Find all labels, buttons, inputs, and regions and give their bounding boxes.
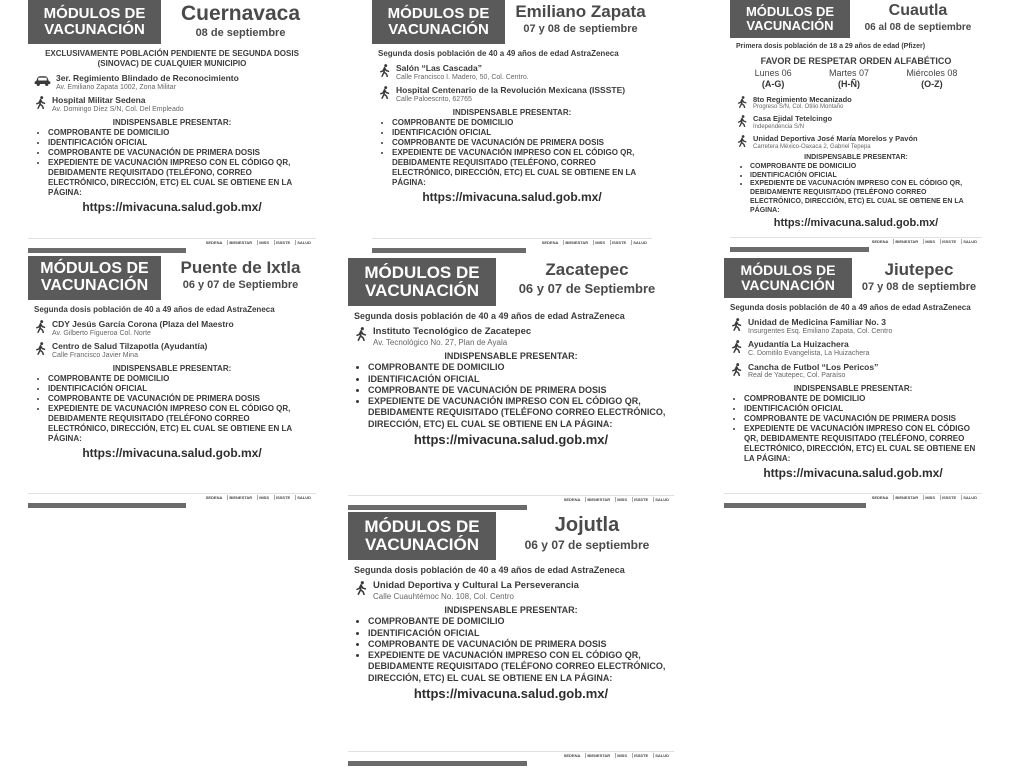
site-name: Hospital Militar Sedena bbox=[52, 95, 146, 106]
site-address: Progreso S/N, Col. Otilio Montaño bbox=[753, 103, 844, 110]
target-population: Segunda dosis población de 40 a 49 años de edad AstraZeneca bbox=[354, 311, 625, 321]
institution-logo: BIENESTAR bbox=[895, 495, 919, 500]
schedule-letter-range: (H-Ñ) bbox=[838, 79, 860, 90]
institution-logo: IMSS bbox=[259, 495, 269, 500]
vaccination-dates: 06 y 07 de Septiembre bbox=[518, 281, 656, 296]
institution-logo: SEDENA bbox=[871, 495, 889, 500]
target-population: Segunda dosis población de 40 a 49 años de edad AstraZeneca bbox=[34, 305, 275, 314]
requirement-item: • COMPROBANTE DE VACUNACIÓN DE PRIMERA DOSIS bbox=[368, 639, 668, 650]
requirements-title: INDISPENSABLE PRESENTAR: bbox=[112, 363, 232, 373]
badge-line-2: VACUNACIÓN bbox=[44, 21, 145, 38]
institution-logo: IMSS bbox=[595, 240, 605, 245]
schedule-day-label: Lunes 06 bbox=[754, 68, 792, 78]
site-details bbox=[748, 317, 976, 336]
site-details bbox=[52, 95, 310, 114]
requirement-item: • IDENTIFICACIÓN OFICIAL bbox=[392, 128, 646, 138]
institution-logo: SEDENA bbox=[205, 495, 223, 500]
requirement-item: • EXPEDIENTE DE VACUNACIÓN IMPRESO CON EL CÓDIGO QR, DEBIDAMENTE REQUISITADO (TELÉFONO CORREO ELECTRÓNICO, DIRECCIÓN, ETC) EL CUAL SE OBTIENE EN LA PÁGINA: bbox=[368, 650, 668, 684]
vaccination-modules-badge bbox=[28, 256, 161, 300]
municipality-name: Emiliano Zapata bbox=[515, 2, 646, 21]
badge-line-2: VACUNACIÓN bbox=[365, 535, 479, 554]
institution-logo: ISSSTE bbox=[611, 240, 627, 245]
requirements-title: INDISPENSABLE PRESENTAR: bbox=[804, 154, 908, 162]
walking-person-icon bbox=[730, 363, 743, 376]
institution-logo: SEDENA bbox=[563, 497, 581, 502]
site-details bbox=[753, 134, 976, 151]
card-header bbox=[28, 256, 316, 304]
card-zacatepec bbox=[348, 258, 674, 510]
institution-logo: SEDENA bbox=[871, 239, 889, 244]
vaccination-dates: 06 al 08 de septiembre bbox=[864, 22, 972, 33]
vaccination-modules-badge bbox=[372, 0, 505, 44]
site-details bbox=[52, 319, 310, 338]
institution-logo: SALUD bbox=[963, 239, 977, 244]
institution-logo: IMSS bbox=[617, 753, 627, 758]
site-name: Unidad Deportiva José María Morelos y Pavón bbox=[753, 134, 918, 144]
requirements-list bbox=[34, 128, 310, 198]
site-address: Calle Paloescrito, 62765 bbox=[396, 96, 472, 103]
logos-strip bbox=[871, 495, 978, 500]
card-jojutla bbox=[348, 512, 674, 766]
site-details bbox=[748, 362, 976, 381]
site-name: Salón “Las Cascada” bbox=[396, 63, 482, 73]
vaccination-dates: 08 de septiembre bbox=[195, 27, 286, 39]
site-address: Calle Cuauhtémoc No. 108, Col. Centro bbox=[373, 592, 514, 602]
walking-person-icon bbox=[730, 318, 743, 331]
vaccination-site bbox=[34, 73, 310, 92]
requirement-item: • COMPROBANTE DE DOMICILIO bbox=[368, 362, 668, 373]
requirements-list bbox=[34, 374, 310, 444]
card-emiliano-zapata bbox=[372, 0, 652, 253]
footer-bar bbox=[348, 761, 527, 766]
registration-url[interactable]: https://mivacuna.salud.gob.mx/ bbox=[773, 217, 939, 230]
vaccination-dates: 06 y 07 de Septiembre bbox=[182, 279, 299, 291]
requirements-title: INDISPENSABLE PRESENTAR: bbox=[444, 605, 578, 616]
vaccination-site bbox=[34, 95, 310, 114]
site-details bbox=[753, 95, 976, 112]
institution-logo: IMSS bbox=[925, 495, 935, 500]
institution-logo: BIENESTAR bbox=[229, 240, 253, 245]
site-address: Calle Francisco I. Madero, 50, Col. Centro. bbox=[396, 73, 529, 81]
requirement-item: • COMPROBANTE DE DOMICILIO bbox=[744, 394, 976, 404]
logos-strip bbox=[205, 240, 312, 245]
alphabetical-order-notice: FAVOR DE RESPETAR ORDEN ALFABÉTICO bbox=[760, 55, 952, 66]
institution-logo: IMSS bbox=[617, 497, 627, 502]
institution-logo: ISSSTE bbox=[275, 240, 291, 245]
logos-strip bbox=[541, 240, 648, 245]
institution-logos-footer bbox=[724, 493, 982, 508]
site-address: Carretera México-Oaxaca 2, Gabriel Tepepa bbox=[753, 143, 871, 150]
municipality-name: Puente de Ixtla bbox=[180, 258, 301, 277]
card-header bbox=[730, 0, 982, 42]
requirement-item: • EXPEDIENTE DE VACUNACIÓN IMPRESO CON EL CÓDIGO QR, DEBIDAMENTE REQUISITADO (TELÉFONO, CORREO ELECTRÓNICO, DIRECCIÓN, ETC) EL CUAL SE OBTIENE EN LA PÁGINA: bbox=[392, 148, 646, 188]
schedule-letter-range: (O-Z) bbox=[921, 79, 943, 90]
site-name: CDY Jesús García Corona (Plaza del Maestro bbox=[52, 319, 234, 329]
site-address: Av. Domingo Díez S/N, Col. Del Empleado bbox=[52, 106, 184, 113]
requirement-item: • COMPROBANTE DE DOMICILIO bbox=[368, 616, 668, 627]
registration-url[interactable]: https://mivacuna.salud.gob.mx/ bbox=[422, 189, 602, 204]
site-name: Unidad Deportiva y Cultural La Perseverancia bbox=[373, 580, 579, 592]
badge-line-2: VACUNACIÓN bbox=[388, 21, 489, 38]
walking-person-icon bbox=[736, 115, 748, 127]
vaccination-site bbox=[354, 580, 668, 602]
footer-bar bbox=[730, 247, 869, 252]
registration-url[interactable]: https://mivacuna.salud.gob.mx/ bbox=[413, 431, 609, 447]
target-population: EXCLUSIVAMENTE POBLACIÓN PENDIENTE DE SEGUNDA DOSIS (SINOVAC) DE CUALQUIER MUNICIPIO bbox=[45, 49, 299, 68]
site-details bbox=[373, 580, 668, 602]
municipality-name: Cuautla bbox=[888, 2, 948, 19]
requirement-item: • COMPROBANTE DE VACUNACIÓN DE PRIMERA DOSIS bbox=[392, 138, 646, 148]
institution-logos-footer bbox=[372, 238, 652, 253]
institution-logo: SEDENA bbox=[541, 240, 559, 245]
vaccination-site bbox=[354, 326, 668, 348]
vaccination-modules-badge bbox=[724, 258, 852, 298]
vaccination-modules-badge bbox=[28, 0, 161, 44]
requirement-item: • IDENTIFICACIÓN OFICIAL bbox=[750, 172, 976, 181]
institution-logo: BIENESTAR bbox=[229, 495, 253, 500]
site-address: Independencia S/N bbox=[753, 123, 805, 130]
card-cuautla bbox=[730, 0, 982, 252]
institution-logos-footer bbox=[730, 237, 982, 252]
badge-line-2: VACUNACIÓN bbox=[746, 18, 834, 33]
vaccination-site bbox=[736, 134, 976, 151]
schedule bbox=[736, 68, 976, 91]
schedule-day bbox=[906, 68, 957, 91]
requirements-title: INDISPENSABLE PRESENTAR: bbox=[444, 351, 578, 362]
institution-logo: BIENESTAR bbox=[587, 497, 611, 502]
requirement-item: • EXPEDIENTE DE VACUNACIÓN IMPRESO CON EL CÓDIGO QR, DEBIDAMENTE REQUISITADO (TELÉFONO, CORREO ELECTRÓNICO, DIRECCIÓN, ETC) EL CUAL SE OBTIENE EN LA PÁGINA: bbox=[48, 158, 310, 198]
institution-logo: ISSSTE bbox=[275, 495, 291, 500]
footer-bar bbox=[724, 503, 866, 508]
walking-person-icon bbox=[34, 96, 47, 109]
badge-line-2: VACUNACIÓN bbox=[40, 277, 149, 294]
badge-line-1: MÓDULOS DE bbox=[740, 262, 836, 279]
institution-logo: SALUD bbox=[297, 240, 311, 245]
requirement-item: • IDENTIFICACIÓN OFICIAL bbox=[368, 374, 668, 385]
municipality-name: Zacatepec bbox=[545, 260, 629, 279]
requirement-item: • IDENTIFICACIÓN OFICIAL bbox=[744, 404, 976, 414]
logos-strip bbox=[563, 497, 670, 502]
footer-bar bbox=[28, 248, 186, 253]
badge-line-1: MÓDULOS DE bbox=[745, 4, 835, 20]
walking-person-icon bbox=[354, 327, 368, 341]
walking-person-icon bbox=[736, 96, 748, 108]
vaccination-site bbox=[730, 362, 976, 381]
requirement-item: • EXPEDIENTE DE VACUNACIÓN IMPRESO CON EL CÓDIGO QR, DEBIDAMENTE REQUISITADO (TELÉFONO CORREO ELECTRÓNICO, DIRECCIÓN, ETC) EL CUAL SE OBTIENE EN LA PÁGINA: bbox=[750, 180, 976, 215]
badge-line-2: VACUNACIÓN bbox=[741, 277, 835, 293]
badge-line-1: MÓDULOS DE bbox=[364, 517, 480, 537]
card-body bbox=[372, 49, 652, 205]
site-name: Hospital Centenario de la Revolución Mexicana (ISSSTE) bbox=[396, 85, 626, 96]
registration-url[interactable]: https://mivacuna.salud.gob.mx/ bbox=[82, 199, 262, 214]
site-name: Centro de Salud Tilzapotla (Ayudantía) bbox=[52, 341, 208, 352]
card-cuernavaca bbox=[28, 0, 316, 253]
walking-person-icon bbox=[354, 581, 368, 595]
institution-logo: BIENESTAR bbox=[565, 240, 589, 245]
requirements-title: INDISPENSABLE PRESENTAR: bbox=[112, 117, 232, 127]
requirement-item: • COMPROBANTE DE VACUNACIÓN DE PRIMERA DOSIS bbox=[48, 148, 310, 158]
institution-logos-footer bbox=[28, 493, 316, 508]
badge-line-1: MÓDULOS DE bbox=[43, 5, 146, 23]
institution-logo: SALUD bbox=[297, 495, 311, 500]
vaccination-site bbox=[730, 317, 976, 336]
schedule-day-label: Miércoles 08 bbox=[906, 68, 958, 78]
vaccination-site bbox=[736, 95, 976, 112]
requirement-item: • COMPROBANTE DE DOMICILIO bbox=[48, 128, 310, 138]
car-icon bbox=[34, 74, 51, 87]
badge-line-1: MÓDULOS DE bbox=[364, 263, 480, 283]
institution-logo: ISSSTE bbox=[941, 495, 957, 500]
requirement-item: • EXPEDIENTE DE VACUNACIÓN IMPRESO CON EL CÓDIGO QR, DEBIDAMENTE REQUISITADO (TELÉFONO CORREO ELECTRÓNICO, DIRECCIÓN, ETC) EL CUAL SE OBTIENE EN LA PÁGINA: bbox=[368, 396, 668, 430]
institution-logo: IMSS bbox=[259, 240, 269, 245]
card-header bbox=[348, 512, 674, 564]
site-address: Av. Emiliano Zapata 1002, Zona Militar bbox=[56, 83, 176, 91]
target-population: Segunda dosis población de 40 a 49 años de edad AstraZeneca bbox=[730, 303, 971, 312]
institution-logo: SEDENA bbox=[563, 753, 581, 758]
schedule-day-label: Martes 07 bbox=[828, 68, 870, 78]
site-name: Casa Ejidal Tetelcingo bbox=[753, 114, 833, 124]
walking-person-icon bbox=[378, 64, 391, 77]
target-population: Primera dosis población de 18 a 29 años de edad (Pfizer) bbox=[736, 43, 926, 50]
requirement-item: • COMPROBANTE DE DOMICILIO bbox=[48, 374, 310, 384]
site-address: Av. Tecnológico No. 27, Plan de Ayala bbox=[373, 338, 508, 348]
site-address: Insurgentes Esq. Emiliano Zapata, Col. Centro bbox=[748, 327, 893, 335]
site-details bbox=[396, 63, 646, 82]
vaccination-site bbox=[34, 341, 310, 360]
institution-logo: SALUD bbox=[633, 240, 647, 245]
registration-url[interactable]: https://mivacuna.salud.gob.mx/ bbox=[82, 445, 262, 460]
institution-logo: ISSSTE bbox=[941, 239, 957, 244]
badge-line-1: MÓDULOS DE bbox=[40, 260, 149, 278]
requirement-item: • COMPROBANTE DE DOMICILIO bbox=[392, 118, 646, 128]
requirement-item: • EXPEDIENTE DE VACUNACIÓN IMPRESO CON EL CÓDIGO QR, DEBIDAMENTE REQUISITADO (TELÉFONO CORREO ELECTRÓNICO, DIRECCIÓN, ETC) EL CUAL SE OBTIENE EN LA PÁGINA: bbox=[48, 404, 310, 444]
institution-logo: ISSSTE bbox=[633, 497, 649, 502]
requirement-item: • COMPROBANTE DE VACUNACIÓN DE PRIMERA DOSIS bbox=[48, 394, 310, 404]
institution-logo: SALUD bbox=[655, 497, 669, 502]
card-jiutepec bbox=[724, 258, 982, 508]
target-population: Segunda dosis población de 40 a 49 años de edad AstraZeneca bbox=[378, 49, 619, 58]
vaccination-site bbox=[34, 319, 310, 338]
vaccination-dates: 07 y 08 de septiembre bbox=[523, 23, 638, 35]
site-details bbox=[56, 73, 310, 92]
institution-logo: SALUD bbox=[655, 753, 669, 758]
requirement-item: • COMPROBANTE DE VACUNACIÓN DE PRIMERA DOSIS bbox=[368, 385, 668, 396]
institution-logo: SEDENA bbox=[205, 240, 223, 245]
institution-logo: BIENESTAR bbox=[895, 239, 919, 244]
schedule-day bbox=[755, 68, 792, 91]
institution-logo: ISSSTE bbox=[633, 753, 649, 758]
site-details bbox=[396, 85, 646, 104]
requirements-title: INDISPENSABLE PRESENTAR: bbox=[452, 107, 572, 117]
site-address: Calle Francisco Javier Mina bbox=[52, 352, 138, 359]
site-address: Real de Yautepec, Col. Paraíso bbox=[748, 372, 846, 380]
requirement-item: • EXPEDIENTE DE VACUNACIÓN IMPRESO CON EL CÓDIGO QR, DEBIDAMENTE REQUISITADO (TELÉFONO, CORREO ELECTRÓNICO, DIRECCIÓN, ETC) EL CUAL SE OBTIENE EN LA PÁGINA: bbox=[744, 424, 976, 464]
vaccination-site bbox=[378, 63, 646, 82]
card-body bbox=[348, 565, 674, 702]
site-address: Av. Gilberto Figueroa Col. Norte bbox=[52, 329, 151, 337]
card-header bbox=[372, 0, 652, 48]
card-body bbox=[348, 311, 674, 448]
requirements-list bbox=[354, 362, 668, 430]
registration-url[interactable]: https://mivacuna.salud.gob.mx/ bbox=[413, 685, 609, 701]
site-address: C. Domitilo Evangelista, La Huizachera bbox=[748, 350, 870, 357]
requirements-list bbox=[736, 163, 976, 216]
site-name: 3er. Regimiento Blindado de Reconocimiento bbox=[56, 73, 239, 83]
target-population: Segunda dosis población de 40 a 49 años de edad AstraZeneca bbox=[354, 565, 625, 575]
requirement-item: • IDENTIFICACIÓN OFICIAL bbox=[48, 138, 310, 148]
registration-url[interactable]: https://mivacuna.salud.gob.mx/ bbox=[763, 466, 943, 481]
requirement-item: • IDENTIFICACIÓN OFICIAL bbox=[48, 384, 310, 394]
badge-line-2: VACUNACIÓN bbox=[365, 281, 479, 300]
walking-person-icon bbox=[34, 342, 47, 355]
requirement-item: • COMPROBANTE DE VACUNACIÓN DE PRIMERA DOSIS bbox=[744, 414, 976, 424]
logos-strip bbox=[871, 239, 978, 244]
card-header bbox=[348, 258, 674, 310]
card-body bbox=[730, 43, 982, 231]
vaccination-dates: 06 y 07 de septiembre bbox=[524, 538, 650, 552]
requirements-list bbox=[354, 616, 668, 684]
site-details bbox=[373, 326, 668, 348]
requirement-item: • COMPROBANTE DE DOMICILIO bbox=[750, 163, 976, 172]
institution-logos-footer bbox=[348, 495, 674, 510]
schedule-day bbox=[829, 68, 869, 91]
footer-bar bbox=[348, 505, 527, 510]
site-name: 8to Regimiento Mecanizado bbox=[753, 94, 852, 104]
badge-line-1: MÓDULOS DE bbox=[387, 5, 490, 23]
walking-person-icon bbox=[736, 135, 748, 147]
vaccination-site bbox=[736, 114, 976, 131]
vaccination-modules-badge bbox=[730, 0, 850, 38]
card-header bbox=[724, 258, 982, 302]
institution-logo: SALUD bbox=[963, 495, 977, 500]
card-puente-de-ixtla bbox=[28, 256, 316, 508]
requirements-list bbox=[730, 394, 976, 464]
site-name: Cancha de Futbol “Los Pericos” bbox=[748, 361, 879, 372]
footer-bar bbox=[372, 248, 526, 253]
site-name: Instituto Tecnológico de Zacatepec bbox=[373, 326, 532, 338]
institution-logo: IMSS bbox=[925, 239, 935, 244]
requirements-title: INDISPENSABLE PRESENTAR: bbox=[793, 384, 913, 394]
walking-person-icon bbox=[34, 320, 47, 333]
card-body bbox=[28, 49, 316, 215]
logos-strip bbox=[563, 753, 670, 758]
requirements-list bbox=[378, 118, 646, 188]
municipality-name: Jiutepec bbox=[884, 260, 954, 279]
site-details bbox=[748, 339, 976, 358]
institution-logo: BIENESTAR bbox=[587, 753, 611, 758]
site-name: Unidad de Medicina Familiar No. 3 bbox=[748, 317, 886, 327]
card-header bbox=[28, 0, 316, 48]
vaccination-modules-badge bbox=[348, 512, 496, 560]
schedule-letter-range: (A-G) bbox=[761, 79, 785, 90]
requirement-item: • IDENTIFICACIÓN OFICIAL bbox=[368, 628, 668, 639]
site-details bbox=[52, 341, 310, 360]
vaccination-dates: 07 y 08 de septiembre bbox=[861, 281, 977, 293]
footer-bar bbox=[28, 503, 186, 508]
card-body bbox=[724, 303, 982, 481]
card-body bbox=[28, 305, 316, 461]
municipality-name: Cuernavaca bbox=[180, 2, 301, 25]
vaccination-site bbox=[730, 339, 976, 358]
site-details bbox=[753, 114, 976, 131]
site-name: Ayudantía La Huizachera bbox=[748, 339, 849, 350]
walking-person-icon bbox=[730, 340, 743, 353]
vaccination-site bbox=[378, 85, 646, 104]
walking-person-icon bbox=[378, 86, 391, 99]
logos-strip bbox=[205, 495, 312, 500]
institution-logos-footer bbox=[28, 238, 316, 253]
institution-logos-footer bbox=[348, 751, 674, 766]
vaccination-modules-badge bbox=[348, 258, 496, 306]
municipality-name: Jojutla bbox=[554, 514, 620, 536]
